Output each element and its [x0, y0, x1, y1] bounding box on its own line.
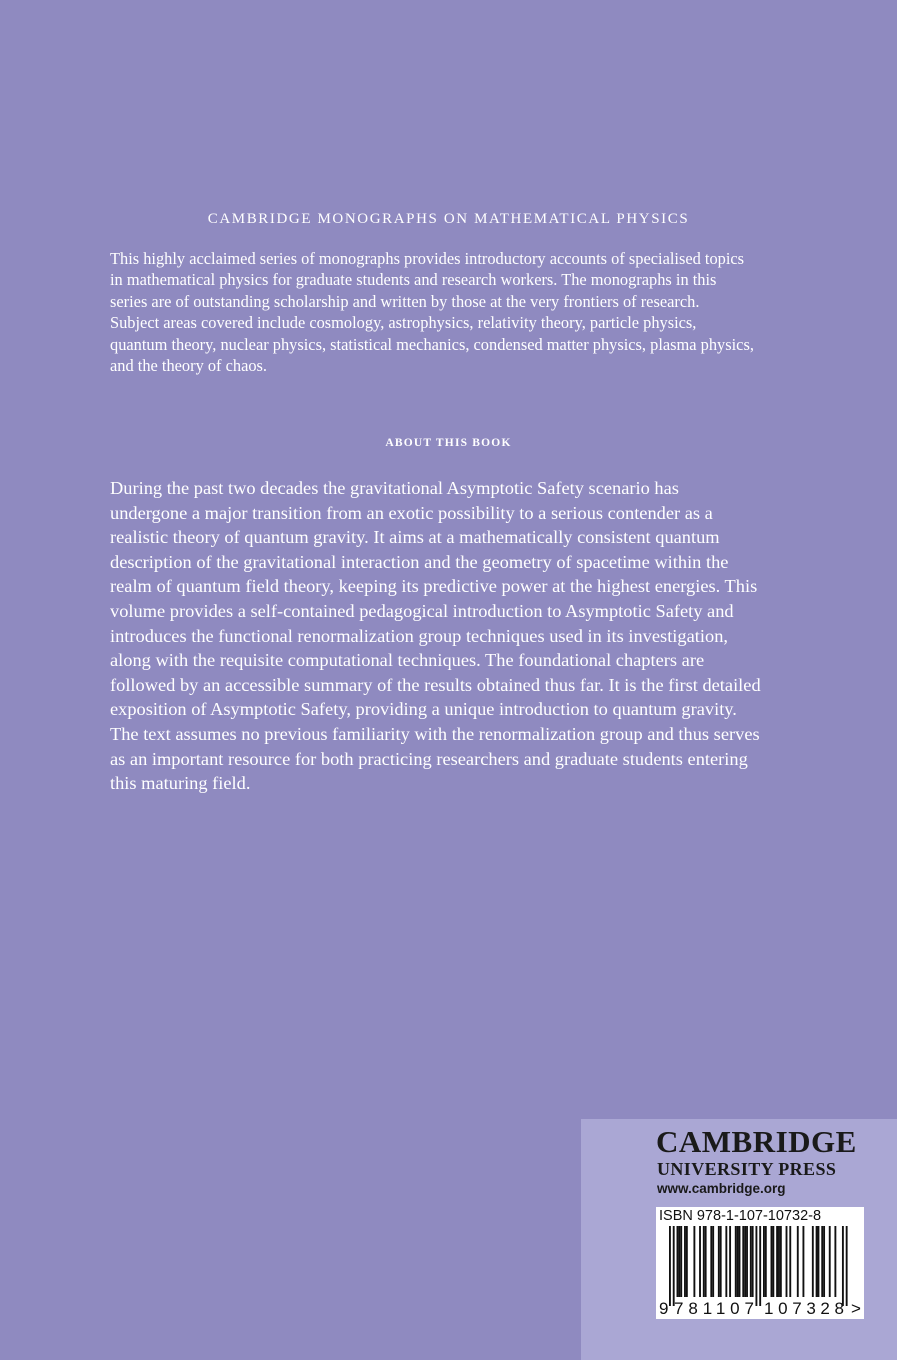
about-line: as an important resource for both practicing researchers and graduate students entering [110, 748, 748, 769]
barcode-bar [737, 1226, 739, 1297]
barcode-bar [829, 1226, 831, 1297]
barcode-bar [735, 1226, 737, 1297]
publisher-logo-subname: UNIVERSITY PRESS [657, 1159, 837, 1179]
barcode-quiet-zone-marker: > [851, 1299, 861, 1318]
barcode-guard-bar [842, 1226, 844, 1306]
about-line: The text assumes no previous familiarity with the renormalization group and thus serves [110, 723, 760, 744]
barcode-bar [776, 1226, 778, 1297]
barcode-bar [720, 1226, 722, 1297]
barcode-guard-bar [846, 1226, 848, 1306]
barcode-bar [718, 1226, 720, 1297]
barcode-bar [703, 1226, 705, 1297]
barcode-bars [669, 1226, 848, 1306]
series-description-line: quantum theory, nuclear physics, statistical mechanics, condensed matter physics, plasma physics, [110, 334, 754, 354]
publisher-panel [581, 1119, 897, 1360]
series-description-line: This highly acclaimed series of monographs provides introductory accounts of specialised topics [110, 249, 745, 268]
series-description-line: series are of outstanding scholarship and written by those at the very frontiers of research. [110, 291, 700, 311]
about-line: During the past two decades the gravitational Asymptotic Safety scenario has [110, 478, 679, 498]
barcode-bar [821, 1226, 823, 1297]
series-description-line: Subject areas covered include cosmology, astrophysics, relativity theory, particle physics, [110, 313, 697, 333]
barcode-bar [780, 1226, 782, 1297]
barcode-guard-bar [759, 1226, 761, 1306]
barcode-bar [765, 1226, 767, 1297]
about-line: description of the gravitational interaction and the geometry of spacetime within the [110, 551, 729, 572]
series-description [110, 248, 850, 376]
about-line: realistic theory of quantum gravity. It aims at a mathematically consistent quantum [110, 527, 720, 548]
barcode-bar [786, 1226, 788, 1297]
about-line: along with the requisite computational techniques. The foundational chapters are [110, 650, 705, 671]
barcode-right-digits: 107328 [764, 1299, 844, 1318]
about-description [110, 476, 832, 796]
barcode-bar [684, 1226, 686, 1297]
publisher-url: www.cambridge.org [657, 1181, 786, 1196]
barcode-guard-bar [755, 1226, 757, 1306]
barcode-bar [750, 1226, 752, 1297]
about-line: introduces the functional renormalization group techniques used in its investigation, [110, 625, 728, 646]
barcode-bar [744, 1226, 746, 1297]
barcode-bar [834, 1226, 836, 1297]
series-title: CAMBRIDGE MONOGRAPHS ON MATHEMATICAL PHYSICS [207, 211, 690, 227]
barcode-lead-digit: 9 [659, 1299, 669, 1318]
barcode-bar [797, 1226, 799, 1297]
barcode-bar [812, 1226, 814, 1297]
barcode-bar [677, 1226, 679, 1297]
barcode-bar [725, 1226, 727, 1297]
barcode-bar [818, 1226, 820, 1297]
about-line: followed by an accessible summary of the results obtained thus far. It is the first detailed [110, 674, 761, 695]
isbn-barcode [656, 1207, 864, 1319]
barcode-graphic [656, 1207, 864, 1319]
barcode-guard-bar [673, 1226, 675, 1306]
barcode-bar [686, 1226, 688, 1297]
about-line: realm of quantum field theory, keeping its predictive power at the highest energies. This [110, 576, 758, 597]
barcode-bar [763, 1226, 765, 1297]
barcode-bar [705, 1226, 707, 1297]
barcode-bar [802, 1226, 804, 1297]
about-line: this maturing field. [110, 773, 251, 794]
barcode-bar [678, 1226, 680, 1297]
series-description-line: and the theory of chaos. [110, 356, 268, 376]
barcode-bar [699, 1226, 701, 1297]
barcode-bar [771, 1226, 773, 1297]
barcode-left-digits: 781107 [674, 1299, 754, 1318]
isbn-label: ISBN 978-1-107-10732-8 [659, 1208, 822, 1224]
about-heading: ABOUT THIS BOOK [385, 437, 512, 449]
barcode-bar [752, 1226, 754, 1297]
barcode-bar [680, 1226, 682, 1297]
publisher-logo-name: CAMBRIDGE [656, 1124, 857, 1159]
barcode-bar [710, 1226, 712, 1297]
about-line: undergone a major transition from an exotic possibility to a serious contender as a [110, 502, 713, 523]
barcode-bar [778, 1226, 780, 1297]
barcode-bar [693, 1226, 695, 1297]
barcode-bar [712, 1226, 714, 1297]
barcode-bar [772, 1226, 774, 1297]
barcode-bar [823, 1226, 825, 1297]
about-line: volume provides a self-contained pedagogical introduction to Asymptotic Safety and [110, 600, 734, 621]
barcode-bar [746, 1226, 748, 1297]
about-line: exposition of Asymptotic Safety, providing a unique introduction to quantum gravity. [110, 699, 737, 720]
barcode-bar [742, 1226, 744, 1297]
series-description-line: in mathematical physics for graduate students and research workers. The monographs in this [110, 270, 717, 290]
barcode-bar [789, 1226, 791, 1297]
barcode-bar [816, 1226, 818, 1297]
barcode-guard-bar [669, 1226, 671, 1306]
barcode-bar [739, 1226, 741, 1297]
barcode-bar [729, 1226, 731, 1297]
